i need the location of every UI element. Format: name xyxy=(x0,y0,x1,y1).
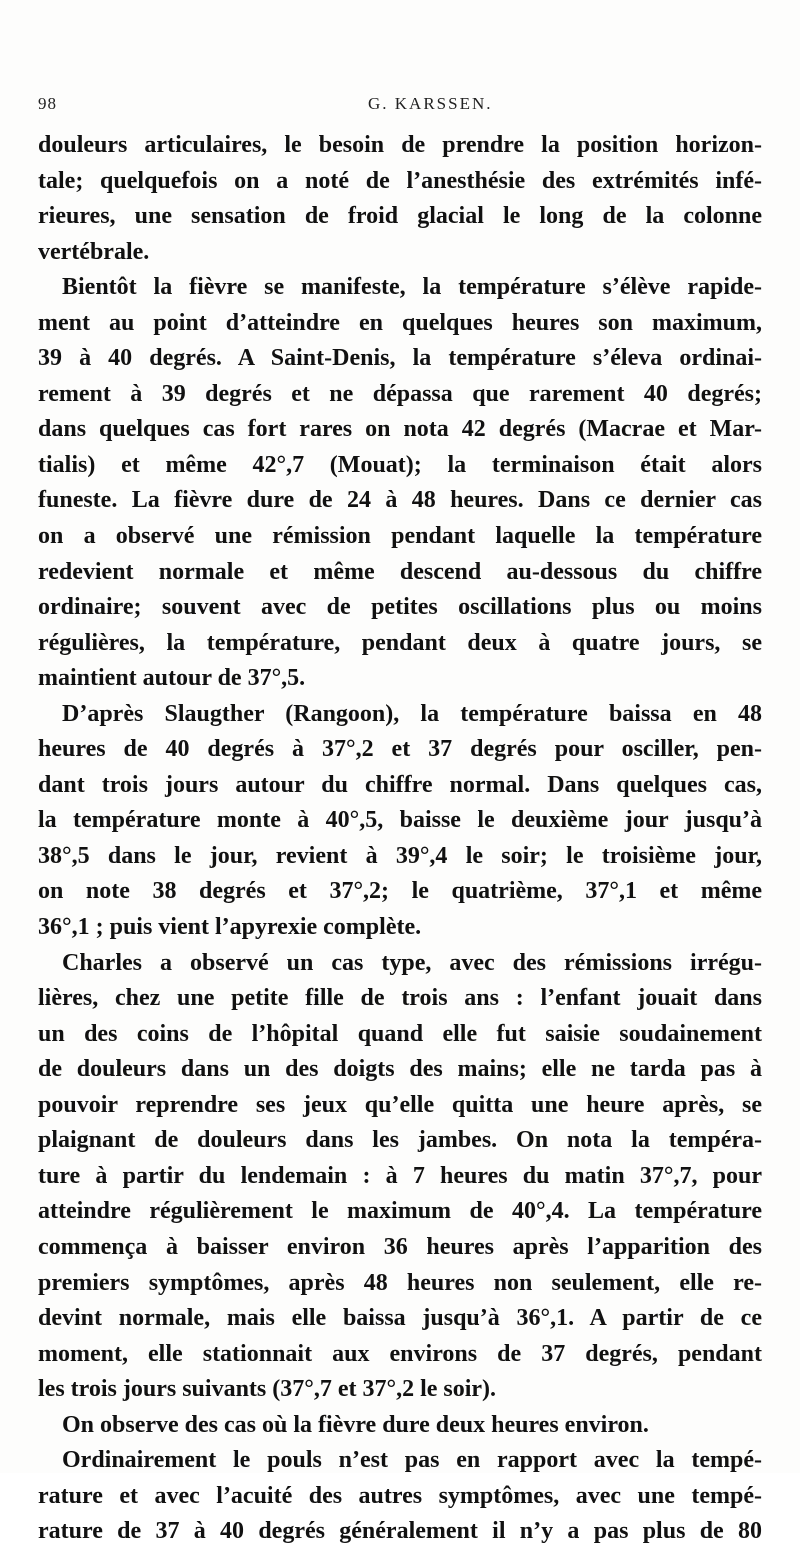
body-text xyxy=(38,128,762,1550)
page-number: 98 xyxy=(38,94,57,113)
text-line: maintient autour de 37°,5. xyxy=(38,665,306,692)
text-line: ture à partir du lendemain : à 7 heures du matin 37°,7, pour xyxy=(38,1162,762,1189)
text-line: Bientôt la fièvre se manifeste, la température s’élève rapide- xyxy=(62,274,762,301)
page-header xyxy=(38,94,762,118)
text-line: 36°,1 ; puis vient l’apyrexie complète. xyxy=(38,914,422,941)
text-line: 38°,5 dans le jour, revient à 39°,4 le soir; le troisième jour, xyxy=(38,842,762,869)
text-line: dant trois jours autour du chiffre normal. Dans quelques cas, xyxy=(38,771,762,798)
text-line: les trois jours suivants (37°,7 et 37°,2 le soir). xyxy=(38,1376,497,1403)
text-line: moment, elle stationnait aux environs de 37 degrés, pendant xyxy=(38,1340,762,1367)
text-line: pouvoir reprendre ses jeux qu’elle quitta une heure après, se xyxy=(38,1091,762,1118)
text-line: un des coins de l’hôpital quand elle fut saisie soudainement xyxy=(38,1020,762,1047)
running-head: G. KARSSEN. xyxy=(368,94,493,113)
text-line: devint normale, mais elle baissa jusqu’à 36°,1. A partir de ce xyxy=(38,1305,762,1332)
text-line: de douleurs dans un des doigts des mains; elle ne tarda pas à xyxy=(38,1056,762,1083)
text-line: rement à 39 degrés et ne dépassa que rarement 40 degrés; xyxy=(38,380,762,407)
text-line: plaignant de douleurs dans les jambes. On nota la tempéra- xyxy=(38,1127,762,1154)
text-line: On observe des cas où la fièvre dure deux heures environ. xyxy=(62,1411,649,1438)
text-line: on note 38 degrés et 37°,2; le quatrième, 37°,1 et même xyxy=(38,878,762,905)
text-line: Ordinairement le pouls n’est pas en rapport avec la tempé- xyxy=(62,1447,762,1474)
text-line: D’après Slaugther (Rangoon), la température baissa en 48 xyxy=(62,700,762,727)
text-line: on a observé une rémission pendant laquelle la température xyxy=(38,523,762,550)
text-line: tale; quelquefois on a noté de l’anesthésie des extrémités infé- xyxy=(38,167,762,194)
text-line: régulières, la température, pendant deux à quatre jours, se xyxy=(38,629,762,656)
text-line: rieures, une sensation de froid glacial le long de la colonne xyxy=(38,203,762,230)
text-line: atteindre régulièrement le maximum de 40°,4. La température xyxy=(38,1198,762,1225)
text-line: redevient normale et même descend au-dessous du chiffre xyxy=(38,558,762,585)
text-line: lières, chez une petite fille de trois ans : l’enfant jouait dans xyxy=(38,985,762,1012)
text-line: funeste. La fièvre dure de 24 à 48 heures. Dans ce dernier cas xyxy=(38,487,762,514)
text-line: tialis) et même 42°,7 (Mouat); la terminaison était alors xyxy=(38,451,762,478)
text-line: ordinaire; souvent avec de petites oscillations plus ou moins xyxy=(38,594,762,621)
text-line: douleurs articulaires, le besoin de prendre la position horizon- xyxy=(38,132,762,158)
text-line: rature de 37 à 40 degrés généralement il n’y a pas plus de 80 xyxy=(38,1518,762,1545)
text-line: dans quelques cas fort rares on nota 42 degrés (Macrae et Mar- xyxy=(38,416,762,443)
text-line: 39 à 40 degrés. A Saint-Denis, la température s’éleva ordinai- xyxy=(38,345,762,372)
text-line: rature et avec l’acuité des autres symptômes, avec une tempé- xyxy=(38,1482,762,1509)
text-line: vertébrale. xyxy=(38,238,150,265)
text-line: premiers symptômes, après 48 heures non seulement, elle re- xyxy=(38,1269,762,1296)
text-line: heures de 40 degrés à 37°,2 et 37 degrés pour osciller, pen- xyxy=(38,736,762,763)
text-line: ment au point d’atteindre en quelques heures son maximum, xyxy=(38,309,762,336)
text-line: la température monte à 40°,5, baisse le deuxième jour jusqu’à xyxy=(38,807,762,834)
text-line: Charles a observé un cas type, avec des rémissions irrégu- xyxy=(62,949,762,976)
text-line: commença à baisser environ 36 heures après l’apparition des xyxy=(38,1233,762,1260)
